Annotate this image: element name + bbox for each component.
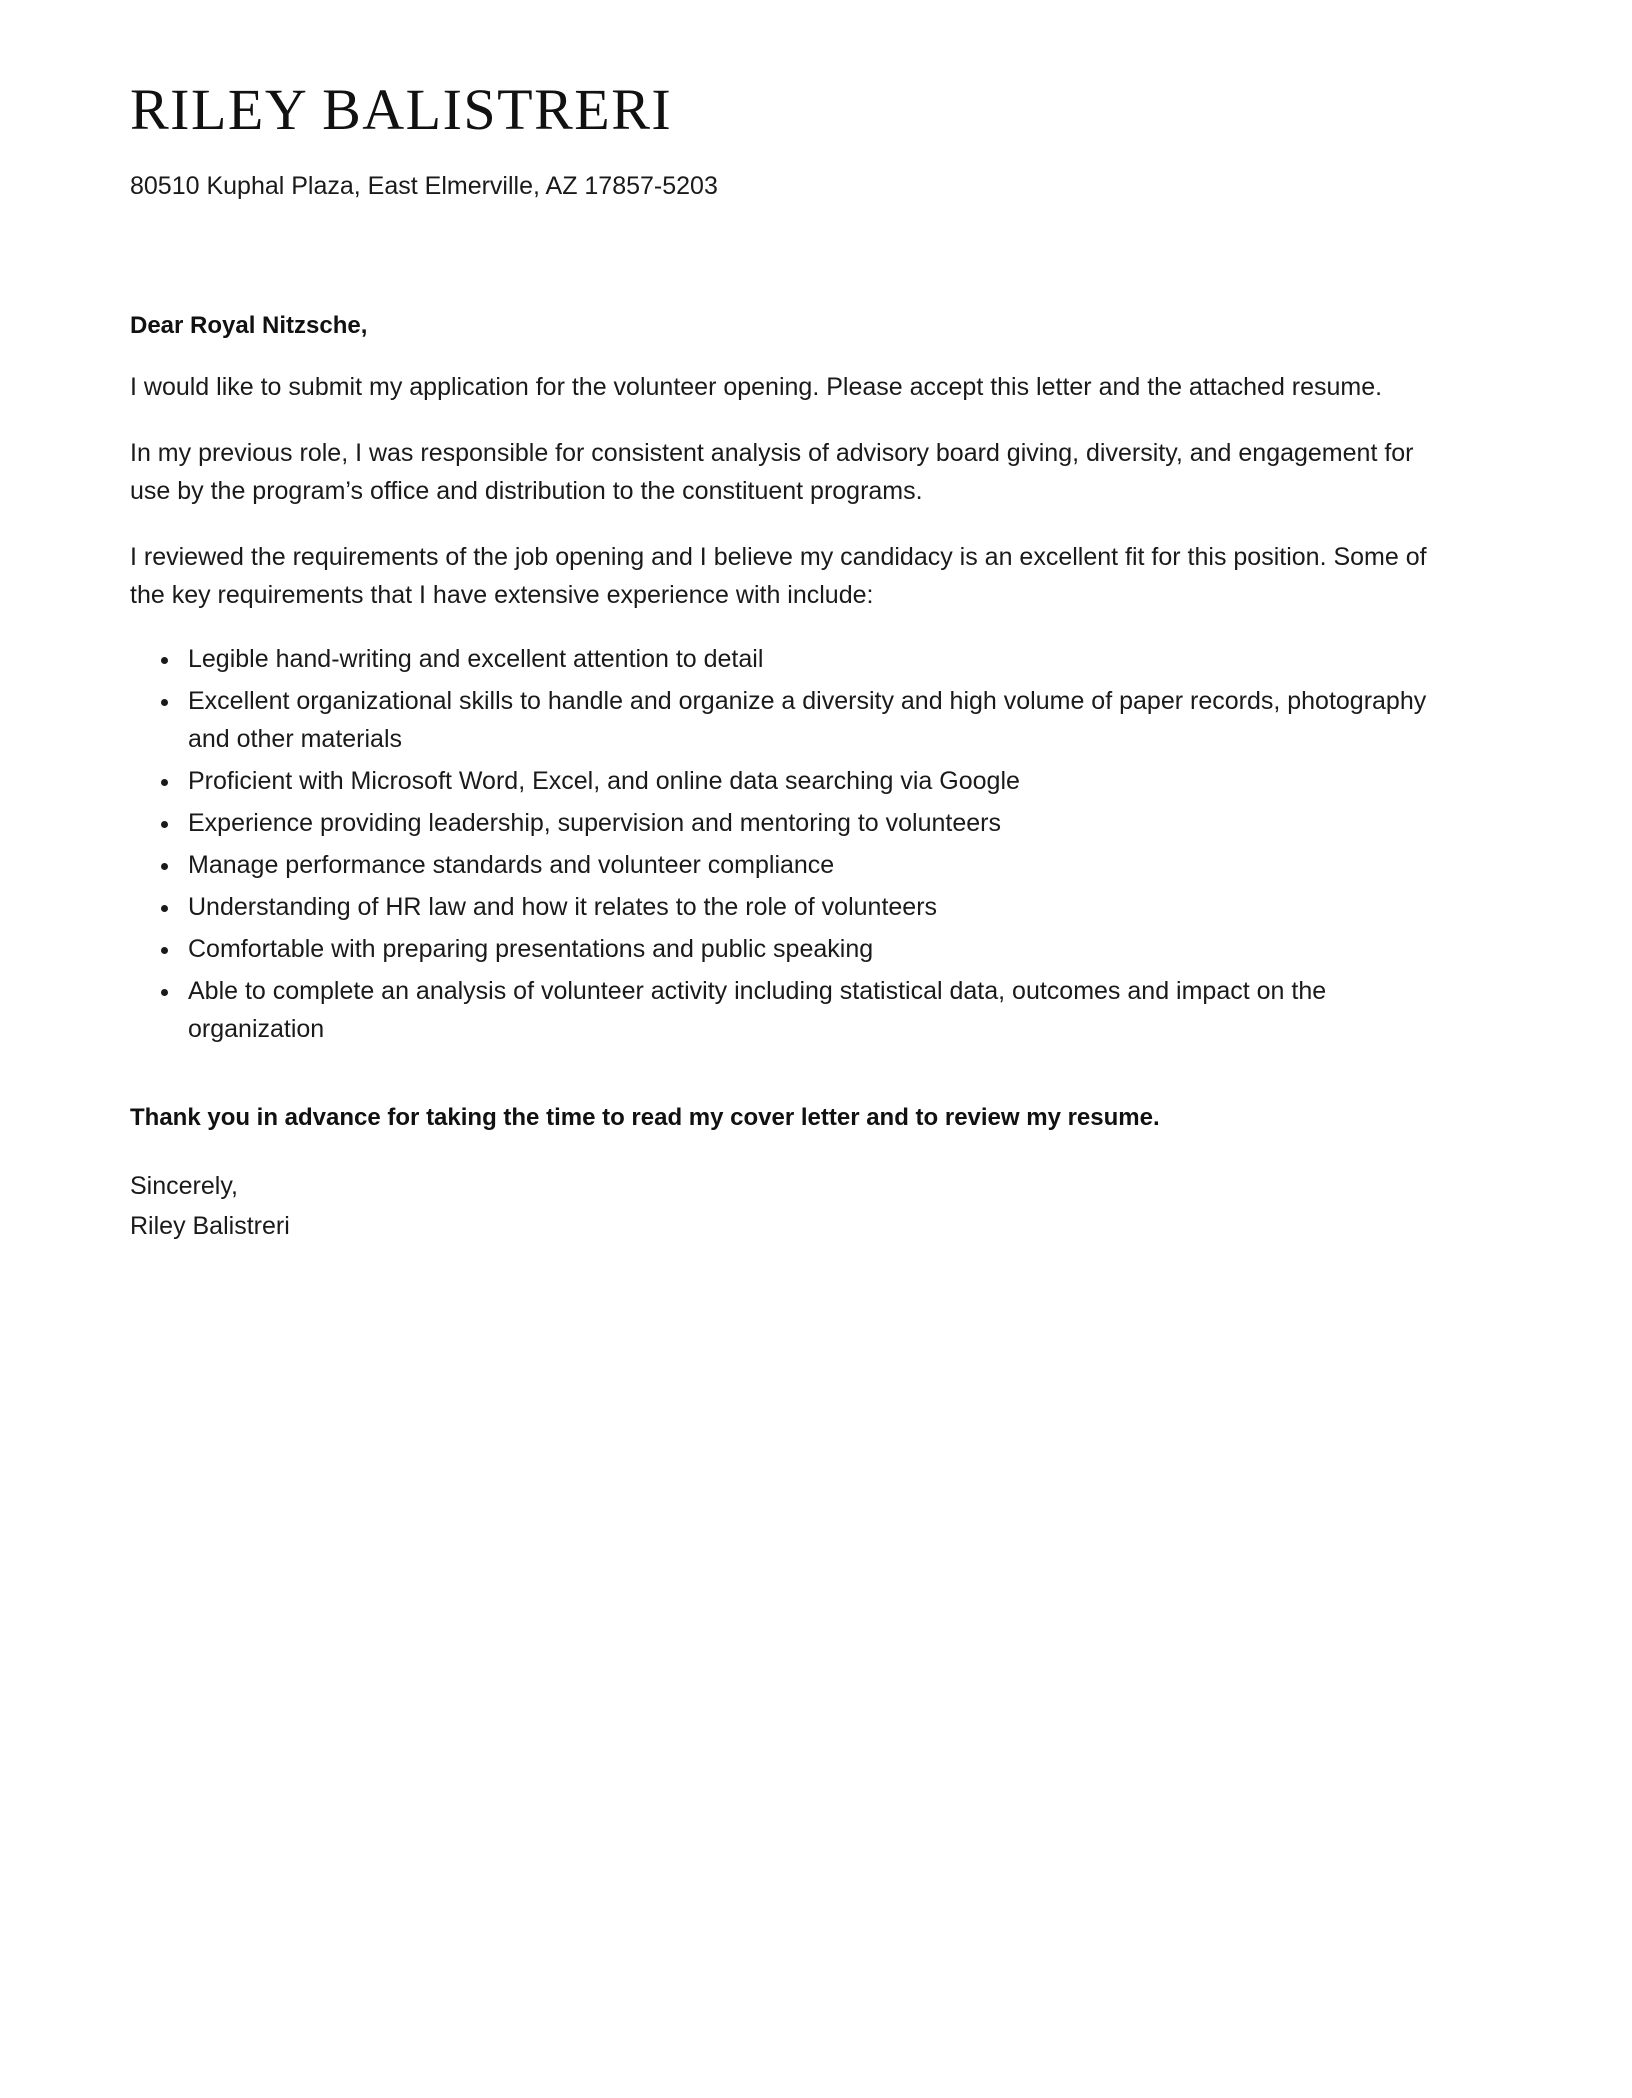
- signoff: Sincerely,: [130, 1172, 238, 1201]
- salutation: Dear Royal Nitzsche,: [130, 312, 368, 340]
- list-item: • Comfortable with preparing presentations and public speaking: [182, 930, 1452, 968]
- list-item: • Understanding of HR law and how it relates to the role of volunteers: [182, 888, 1452, 926]
- list-item: • Manage performance standards and volunteer compliance: [182, 846, 1452, 884]
- list-item: • Able to complete an analysis of volunteer activity including statistical data, outcomes and impact on the organization: [182, 972, 1452, 1048]
- page-title: RILEY BALISTRERI: [130, 77, 673, 142]
- list-item: • Legible hand-writing and excellent attention to detail: [182, 640, 1452, 678]
- body-paragraph-1: I would like to submit my application for the volunteer opening. Please accept this letter and the attached resume.: [130, 373, 1383, 402]
- list-item: • Excellent organizational skills to handle and organize a diversity and high volume of paper records, photography and other materials: [182, 682, 1452, 758]
- qualifications-list: [130, 640, 1452, 1048]
- list-item: • Proficient with Microsoft Word, Excel, and online data searching via Google: [182, 762, 1452, 800]
- closing-statement: Thank you in advance for taking the time to read my cover letter and to review my resume.: [130, 1104, 1160, 1132]
- list-item: • Experience providing leadership, supervision and mentoring to volunteers: [182, 804, 1452, 842]
- body-paragraph-2: In my previous role, I was responsible for consistent analysis of advisory board giving, diversity, and engagement for use by the program’s office and distribution to the constituent programs.: [130, 439, 1414, 506]
- body-paragraph-3: I reviewed the requirements of the job opening and I believe my candidacy is an excellent fit for this position. Some of the key requirements that I have extensive experience with include:: [130, 543, 1427, 610]
- contact-address: 80510 Kuphal Plaza, East Elmerville, AZ 17857-5203: [130, 171, 718, 200]
- signoff-name: Riley Balistreri: [130, 1211, 290, 1240]
